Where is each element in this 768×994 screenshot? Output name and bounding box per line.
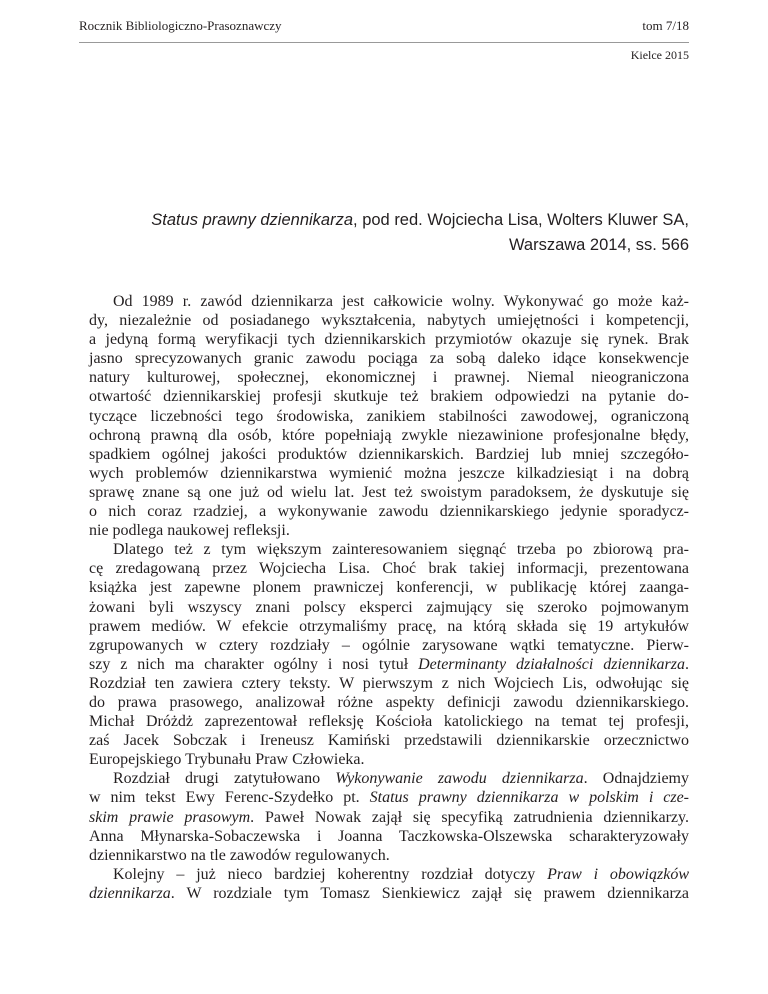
text-line (89, 426, 689, 445)
book-title: Status prawny dziennikarza (151, 211, 354, 229)
text-line (89, 808, 689, 827)
text-segment: o nich coraz rzadziej, a wykonywanie zawodu dziennikarskiego jedynie sporadycz- (89, 503, 689, 521)
text-segment: Rozdział ten zawiera cztery teksty. W pierwszym z nich Wojciech Lis, odwołując się (89, 674, 689, 692)
text-segment: w nim tekst Ewy Ferenc-Szydełko pt. (89, 789, 370, 807)
text-line (89, 655, 689, 674)
text-line (89, 846, 689, 865)
text-line (89, 750, 689, 769)
text-segment: . (685, 655, 689, 673)
text-line (89, 712, 689, 731)
text-segment: a jedyną formą weryfikacji tych dziennikarskich przymiotów okazuje się rynek. Brak (89, 331, 689, 349)
text-line (89, 464, 689, 483)
review-title (100, 208, 689, 258)
running-header (79, 18, 689, 34)
text-line (89, 559, 689, 578)
volume-number: tom 7/18 (642, 18, 689, 33)
text-line (89, 827, 689, 846)
text-segment: szy z nich ma charakter ogólny i nosi tytuł (89, 655, 419, 673)
text-segment: ochroną prawną dla osób, które popełniają zwykle niezawinione profesjonalne błędy, (89, 426, 689, 444)
text-segment: wych problemów dziennikarstwa wymienić można jeszcze kilkadziesiąt i na dobrą (89, 464, 689, 482)
text-line (89, 292, 689, 311)
text-segment: Michał Dróżdż zaprezentował refleksję Kościoła katolickiego na temat tej profesji, (89, 713, 689, 731)
text-segment: . Paweł Nowak zajął się specyfiką zatrudnienia dziennikarzy. (250, 808, 689, 826)
italic-title-text: Determinanty działalności dziennikarza (418, 655, 685, 673)
text-line (89, 865, 689, 884)
italic-title-text: skim prawie prasowym (89, 808, 251, 826)
text-segment: żowani byli wszyscy znani polscy eksperci zajmujący się szeroko pojmowanym (89, 598, 689, 616)
text-segment: dziennikarstwo na tle zawodów regulowanych. (89, 846, 390, 864)
text-segment: . W rozdziale tym Tomasz Sienkiewicz zajął się prawem dziennikarza (170, 884, 689, 902)
text-line (89, 483, 689, 502)
review-body (89, 292, 689, 903)
text-segment: Od 1989 r. zawód dziennikarza jest całkowicie wolny. Wykonywać go może każ- (113, 293, 689, 310)
text-segment: jasno sprecyzowanych granic zawodu pociąga za sobą daleko idące konsekwencje (89, 350, 689, 368)
text-line (89, 445, 689, 464)
text-line (89, 368, 689, 387)
text-segment: tyczące liczebności tego środowiska, zanikiem stabilności zawodowej, ograniczoną (89, 407, 689, 425)
text-line (89, 540, 689, 559)
text-segment: dy, niezależnie od posiadanego wykształcenia, nabytych umiejętności i kompetencji, (89, 312, 689, 330)
text-segment: . Odnajdziemy (583, 770, 689, 788)
text-line (89, 693, 689, 712)
journal-name: Rocznik Bibliologiczno-Prasoznawczy (79, 18, 282, 33)
text-line (89, 769, 689, 788)
text-segment: Dlatego też z tym większym zainteresowaniem sięgnąć trzeba po zbiorową pra- (113, 541, 689, 559)
text-segment: natury kulturowej, społecznej, ekonomicznej i prawnej. Niemal nieograniczona (89, 369, 689, 387)
italic-title-text: Wykonywanie zawodu dziennikarza (335, 770, 584, 788)
text-segment: Anna Młynarska-Sobaczewska i Joanna Taczkowska-Olszewska scharakteryzowały (89, 827, 689, 845)
text-line (89, 502, 689, 521)
text-line (89, 884, 689, 903)
book-publication: Warszawa 2014, ss. 566 (508, 236, 689, 254)
text-segment: książka jest zapewne plonem prawniczej konferencji, w publikację której zaanga- (89, 579, 689, 597)
text-line (89, 731, 689, 750)
text-segment: spadkiem ogólnej jakości produktów dziennikarskich. Bardziej lub mniej szczegóło- (89, 445, 689, 463)
italic-title-text: Status prawny dziennikarza w polskim i cze- (369, 789, 690, 807)
text-segment: Europejskiego Trybunału Praw Człowieka. (89, 751, 365, 769)
text-line (89, 617, 689, 636)
text-segment: Kolejny – już nieco bardziej koherentny rozdział dotyczy (113, 865, 548, 883)
text-line (89, 598, 689, 617)
text-line (89, 674, 689, 693)
text-segment: cę zredagowaną przez Wojciecha Lisa. Choć brak takiej informacji, prezentowana (89, 560, 689, 578)
text-segment: prawem mediów. W efekcie otrzymaliśmy pracę, na którą składa się 19 artykułów (89, 617, 689, 635)
italic-title-text: Praw i obowiązków (547, 865, 689, 883)
text-line (89, 636, 689, 655)
text-segment: sprawę znane są one już od wielu lat. Jest też swoistym paradoksem, że dyskutuje się (89, 483, 689, 501)
text-line (89, 407, 689, 426)
header-rule (79, 42, 689, 43)
text-segment: do prawa prasowego, analizował różne aspekty definicji zawodu dziennikarskiego. (89, 693, 689, 711)
text-line (89, 330, 689, 349)
text-line (89, 788, 689, 807)
text-line (89, 387, 689, 406)
text-segment: zaś Jacek Sobczak i Ireneusz Kamiński przedstawili dziennikarskie orzecznictwo (89, 732, 689, 750)
text-segment: Rozdział drugi zatytułowano (113, 770, 336, 788)
text-line (89, 311, 689, 330)
text-line (89, 578, 689, 597)
text-segment: otwartość dziennikarskiej profesji skutkuje też brakiem odpowiedzi na pytanie do- (89, 388, 689, 406)
text-segment: zgrupowanych w cztery rozdziały – ogólnie zarysowane wątki tematyczne. Pierw- (89, 636, 689, 654)
text-line (89, 349, 689, 368)
book-details: , pod red. Wojciecha Lisa, Wolters Kluwer SA, (353, 211, 689, 229)
place-year: Kielce 2015 (630, 48, 689, 62)
italic-title-text: dziennikarza (89, 884, 171, 902)
text-segment: nie podlega naukowej refleksji. (89, 522, 290, 540)
text-line (89, 521, 689, 540)
